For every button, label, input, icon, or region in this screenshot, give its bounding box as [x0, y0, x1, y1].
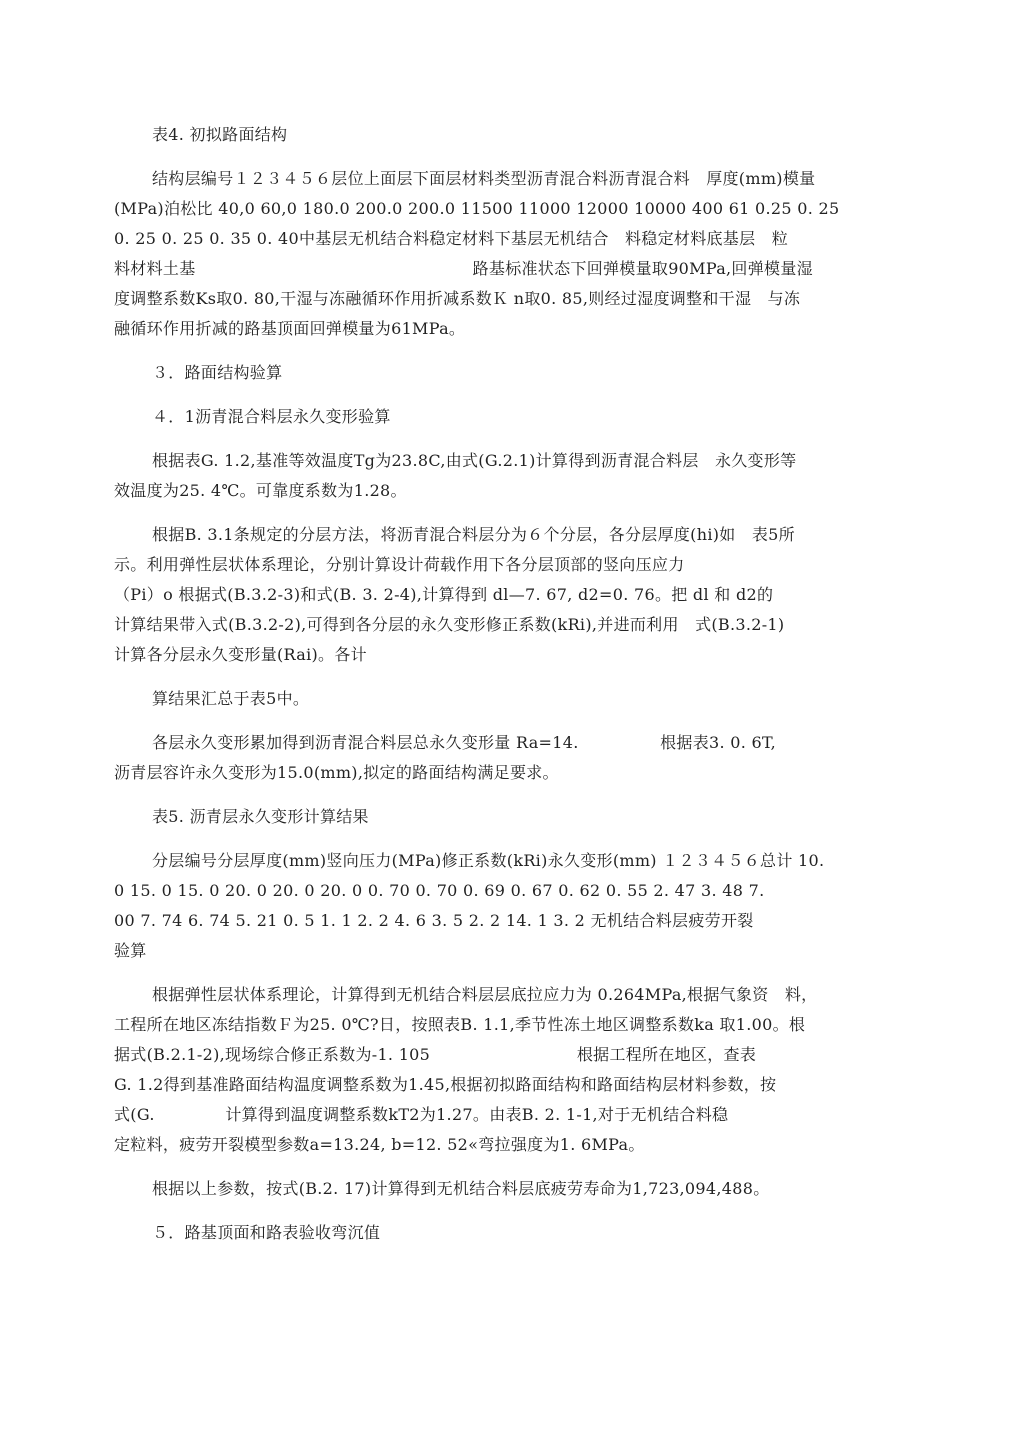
paragraph-total-deformation [114, 728, 914, 788]
text-line: 各层永久变形累加得到沥青混合料层总永久变形量 Ra=14. 根据表3. 0. 6T, [152, 733, 776, 752]
text-line: 分层编号分层厚度(mm)竖向压力(MPa)修正系数(kRi)永久变形(mm) １２３４５６总计 10. [152, 851, 825, 870]
paragraph-layering-method [114, 520, 914, 670]
paragraph-fatigue-life: 根据以上参数，按式(B.2. 17)计算得到无机结合料层底疲劳寿命为1,723,094,488。 [152, 1179, 770, 1198]
text-line: 料材料土基 路基标准状态下回弹模量取90MPa,回弹模量湿 [114, 259, 813, 278]
text-line: 验算 [114, 941, 147, 960]
text-line: 根据B. 3.1条规定的分层方法，将沥青混合料层分为６个分层，各分层厚度(hi)如 表5所 [152, 525, 795, 544]
text-line: 计算各分层永久变形量(Rai)。各计 [114, 645, 367, 664]
text-line: （Pi）o 根据式(B.3.2-3)和式(B. 3. 2-4),计算得到 dl—7. 67, d2=0. 76。把 dl 和 d2的 [114, 585, 774, 604]
section-4-1-heading: ４．1沥青混合料层永久变形验算 [152, 407, 391, 426]
text-line: 工程所在地区冻结指数Ｆ为25. 0℃?日，按照表B. 1.1,季节性冻土地区调整系数ka 取1.00。根 [114, 1015, 806, 1034]
section-3-heading: ３．路面结构验算 [152, 363, 283, 382]
table-5-content [114, 846, 914, 966]
text-line: (MPa)泊松比 40,0 60,0 180.0 200.0 200.0 11500 11000 12000 10000 400 61 0.25 0. 25 [114, 199, 840, 218]
text-line: 根据表G. 1.2,基准等效温度Tg为23.8C,由式(G.2.1)计算得到沥青混合料层 永久变形等 [152, 451, 797, 470]
text-line: 0 15. 0 15. 0 20. 0 20. 0 20. 0 0. 70 0. 70 0. 69 0. 67 0. 62 0. 55 2. 47 3. 48 7. [114, 881, 765, 900]
text-line: 定粒料，疲劳开裂模型参数a=13.24, b=12. 52«弯拉强度为1. 6MPa。 [114, 1135, 645, 1154]
paragraph-summary: 算结果汇总于表5中。 [152, 689, 310, 708]
document-body [114, 120, 914, 1248]
text-line: 00 7. 74 6. 74 5. 21 0. 5 1. 1 2. 2 4. 6 3. 5 2. 2 14. 1 3. 2 无机结合料层疲劳开裂 [114, 911, 754, 930]
text-line: 0. 25 0. 25 0. 35 0. 40中基层无机结合料稳定材料下基层无机结合 料稳定材料底基层 粒 [114, 229, 789, 248]
text-line: 沥青层容许永久变形为15.0(mm),拟定的路面结构满足要求。 [114, 763, 559, 782]
paragraph-equivalent-temperature [114, 446, 914, 506]
text-line: 计算结果带入式(B.3.2-2),可得到各分层的永久变形修正系数(kRi),并进而利用 式(B.3.2-1) [114, 615, 785, 634]
text-line: 根据弹性层状体系理论，计算得到无机结合料层层底拉应力为 0.264MPa,根据气象资 料， [152, 985, 818, 1004]
text-line: 结构层编号１２３４５６层位上面层下面层材料类型沥青混合料沥青混合料 厚度(mm)模量 [152, 169, 816, 188]
table-5-title: 表5. 沥青层永久变形计算结果 [152, 807, 369, 826]
section-5-heading: ５．路基顶面和路表验收弯沉值 [152, 1223, 381, 1242]
text-line: 式(G. 计算得到温度调整系数kT2为1.27。由表B. 2. 1-1,对于无机结合料稳 [114, 1105, 729, 1124]
text-line: 据式(B.2.1-2),现场综合修正系数为-1. 105 根据工程所在地区，查表 [114, 1045, 757, 1064]
text-line: 效温度为25. 4℃。可靠度系数为1.28。 [114, 481, 407, 500]
paragraph-fatigue [114, 980, 914, 1160]
text-line: 融循环作用折减的路基顶面回弹模量为61MPa。 [114, 319, 466, 338]
table-4-title: 表4. 初拟路面结构 [152, 125, 288, 144]
text-line: 示。利用弹性层状体系理论，分别计算设计荷载作用下各分层顶部的竖向压应力 [114, 555, 685, 574]
text-line: 度调整系数Ks取0. 80,干湿与冻融循环作用折减系数Ｋ n取0. 85,则经过湿度调整和干湿 与冻 [114, 289, 801, 308]
text-line: G. 1.2得到基准路面结构温度调整系数为1.45,根据初拟路面结构和路面结构层材料参数，按 [114, 1075, 777, 1094]
table-4-content [114, 164, 914, 344]
